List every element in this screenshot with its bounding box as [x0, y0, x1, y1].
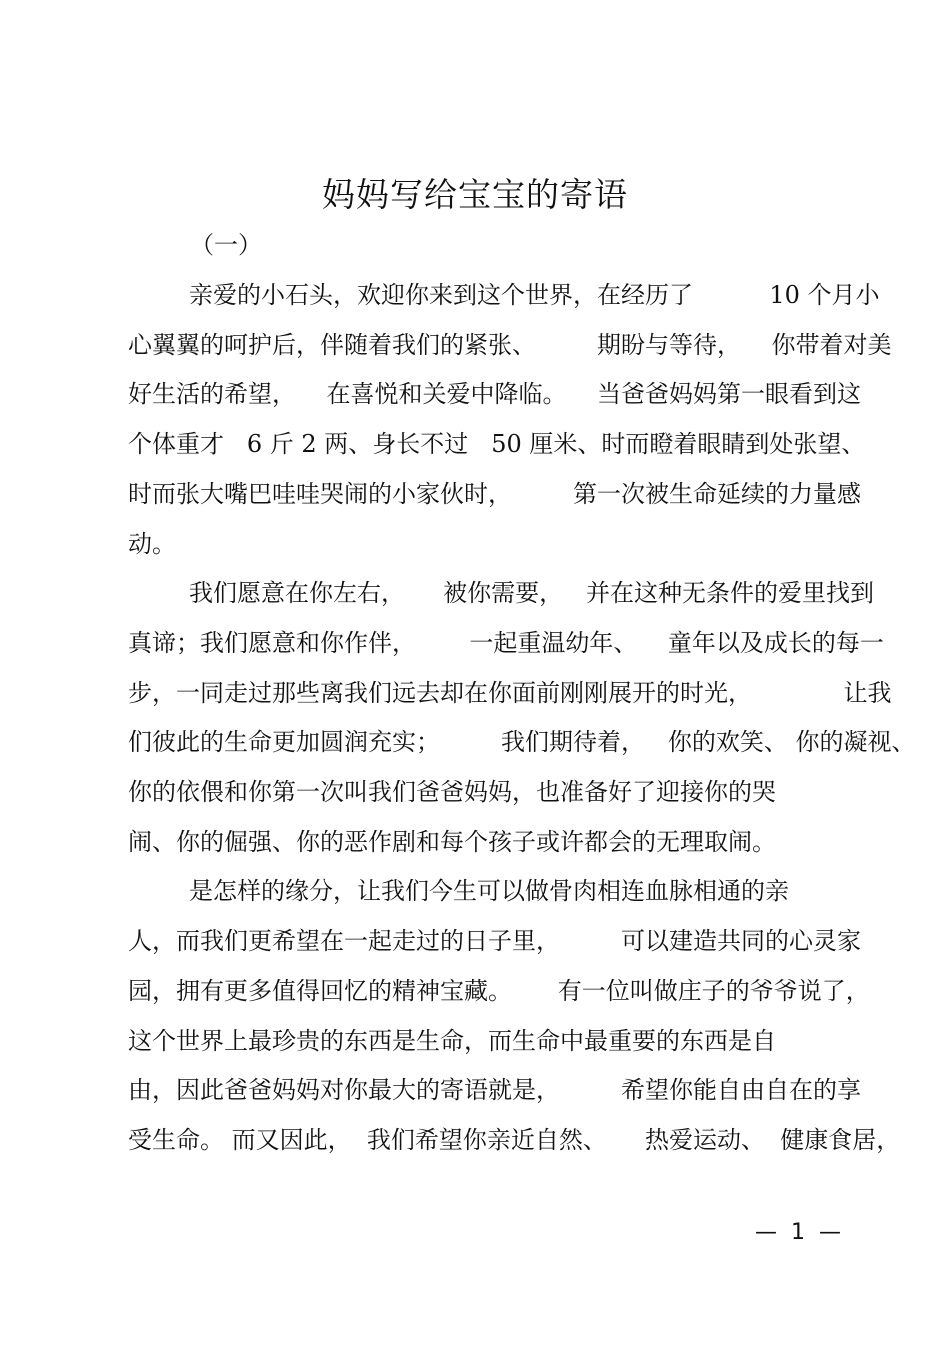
page-number: — 1 —	[755, 1220, 841, 1245]
text-line: 步，一同走过那些离我们远去却在你面前刚刚展开的时光， 让我	[128, 679, 892, 707]
text-line: 好生活的希望， 在喜悦和关爱中降临。 当爸爸妈妈第一眼看到这	[128, 380, 862, 408]
document-title: 妈妈写给宝宝的寄语	[322, 175, 628, 214]
text-line: 这个世界上最珍贵的东西是生命，而生命中最重要的东西是自	[128, 1027, 776, 1055]
text-line: 个体重才 6 斤 2 两、身长不过 50 厘米、时而瞪着眼睛到处张望、	[128, 430, 866, 458]
text-line: 真谛；我们愿意和你作伴， 一起重温幼年、 童年以及成长的每一	[128, 629, 884, 657]
text-line: 闹、你的倔强、你的恶作剧和每个孩子或许都会的无理取闹。	[128, 828, 776, 856]
text-line: 们彼此的生命更加圆润充实； 我们期待着， 你的欢笑、 你的凝视、	[128, 728, 916, 756]
text-line: 由，因此爸爸妈妈对你最大的寄语就是， 希望你能自由自在的享	[128, 1076, 862, 1104]
text-line: 动。	[128, 530, 176, 558]
text-line: 你的依偎和你第一次叫我们爸爸妈妈，也准备好了迎接你的哭	[128, 778, 776, 806]
text-line: 心翼翼的呵护后，伴随着我们的紧张、 期盼与等待， 你带着对美	[128, 331, 892, 359]
text-line: 亲爱的小石头，欢迎你来到这个世界，在经历了 10 个月小	[128, 281, 880, 309]
text-line: 时而张大嘴巴哇哇哭闹的小家伙时， 第一次被生命延续的力量感	[128, 480, 862, 508]
section-label: （一）	[190, 231, 262, 259]
text-line: 园，拥有更多值得回忆的精神宝藏。 有一位叫做庄子的爷爷说了，	[128, 977, 870, 1005]
text-line: 受生命。 而又因此， 我们希望你亲近自然、 热爱运动、 健康食居，	[128, 1126, 901, 1154]
text-line: 我们愿意在你左右， 被你需要， 并在这种无条件的爱里找到	[128, 579, 875, 607]
text-line: 是怎样的缘分，让我们今生可以做骨肉相连血脉相通的亲	[128, 877, 790, 905]
text-line: 人，而我们更希望在一起走过的日子里， 可以建造共同的心灵家	[128, 927, 862, 955]
